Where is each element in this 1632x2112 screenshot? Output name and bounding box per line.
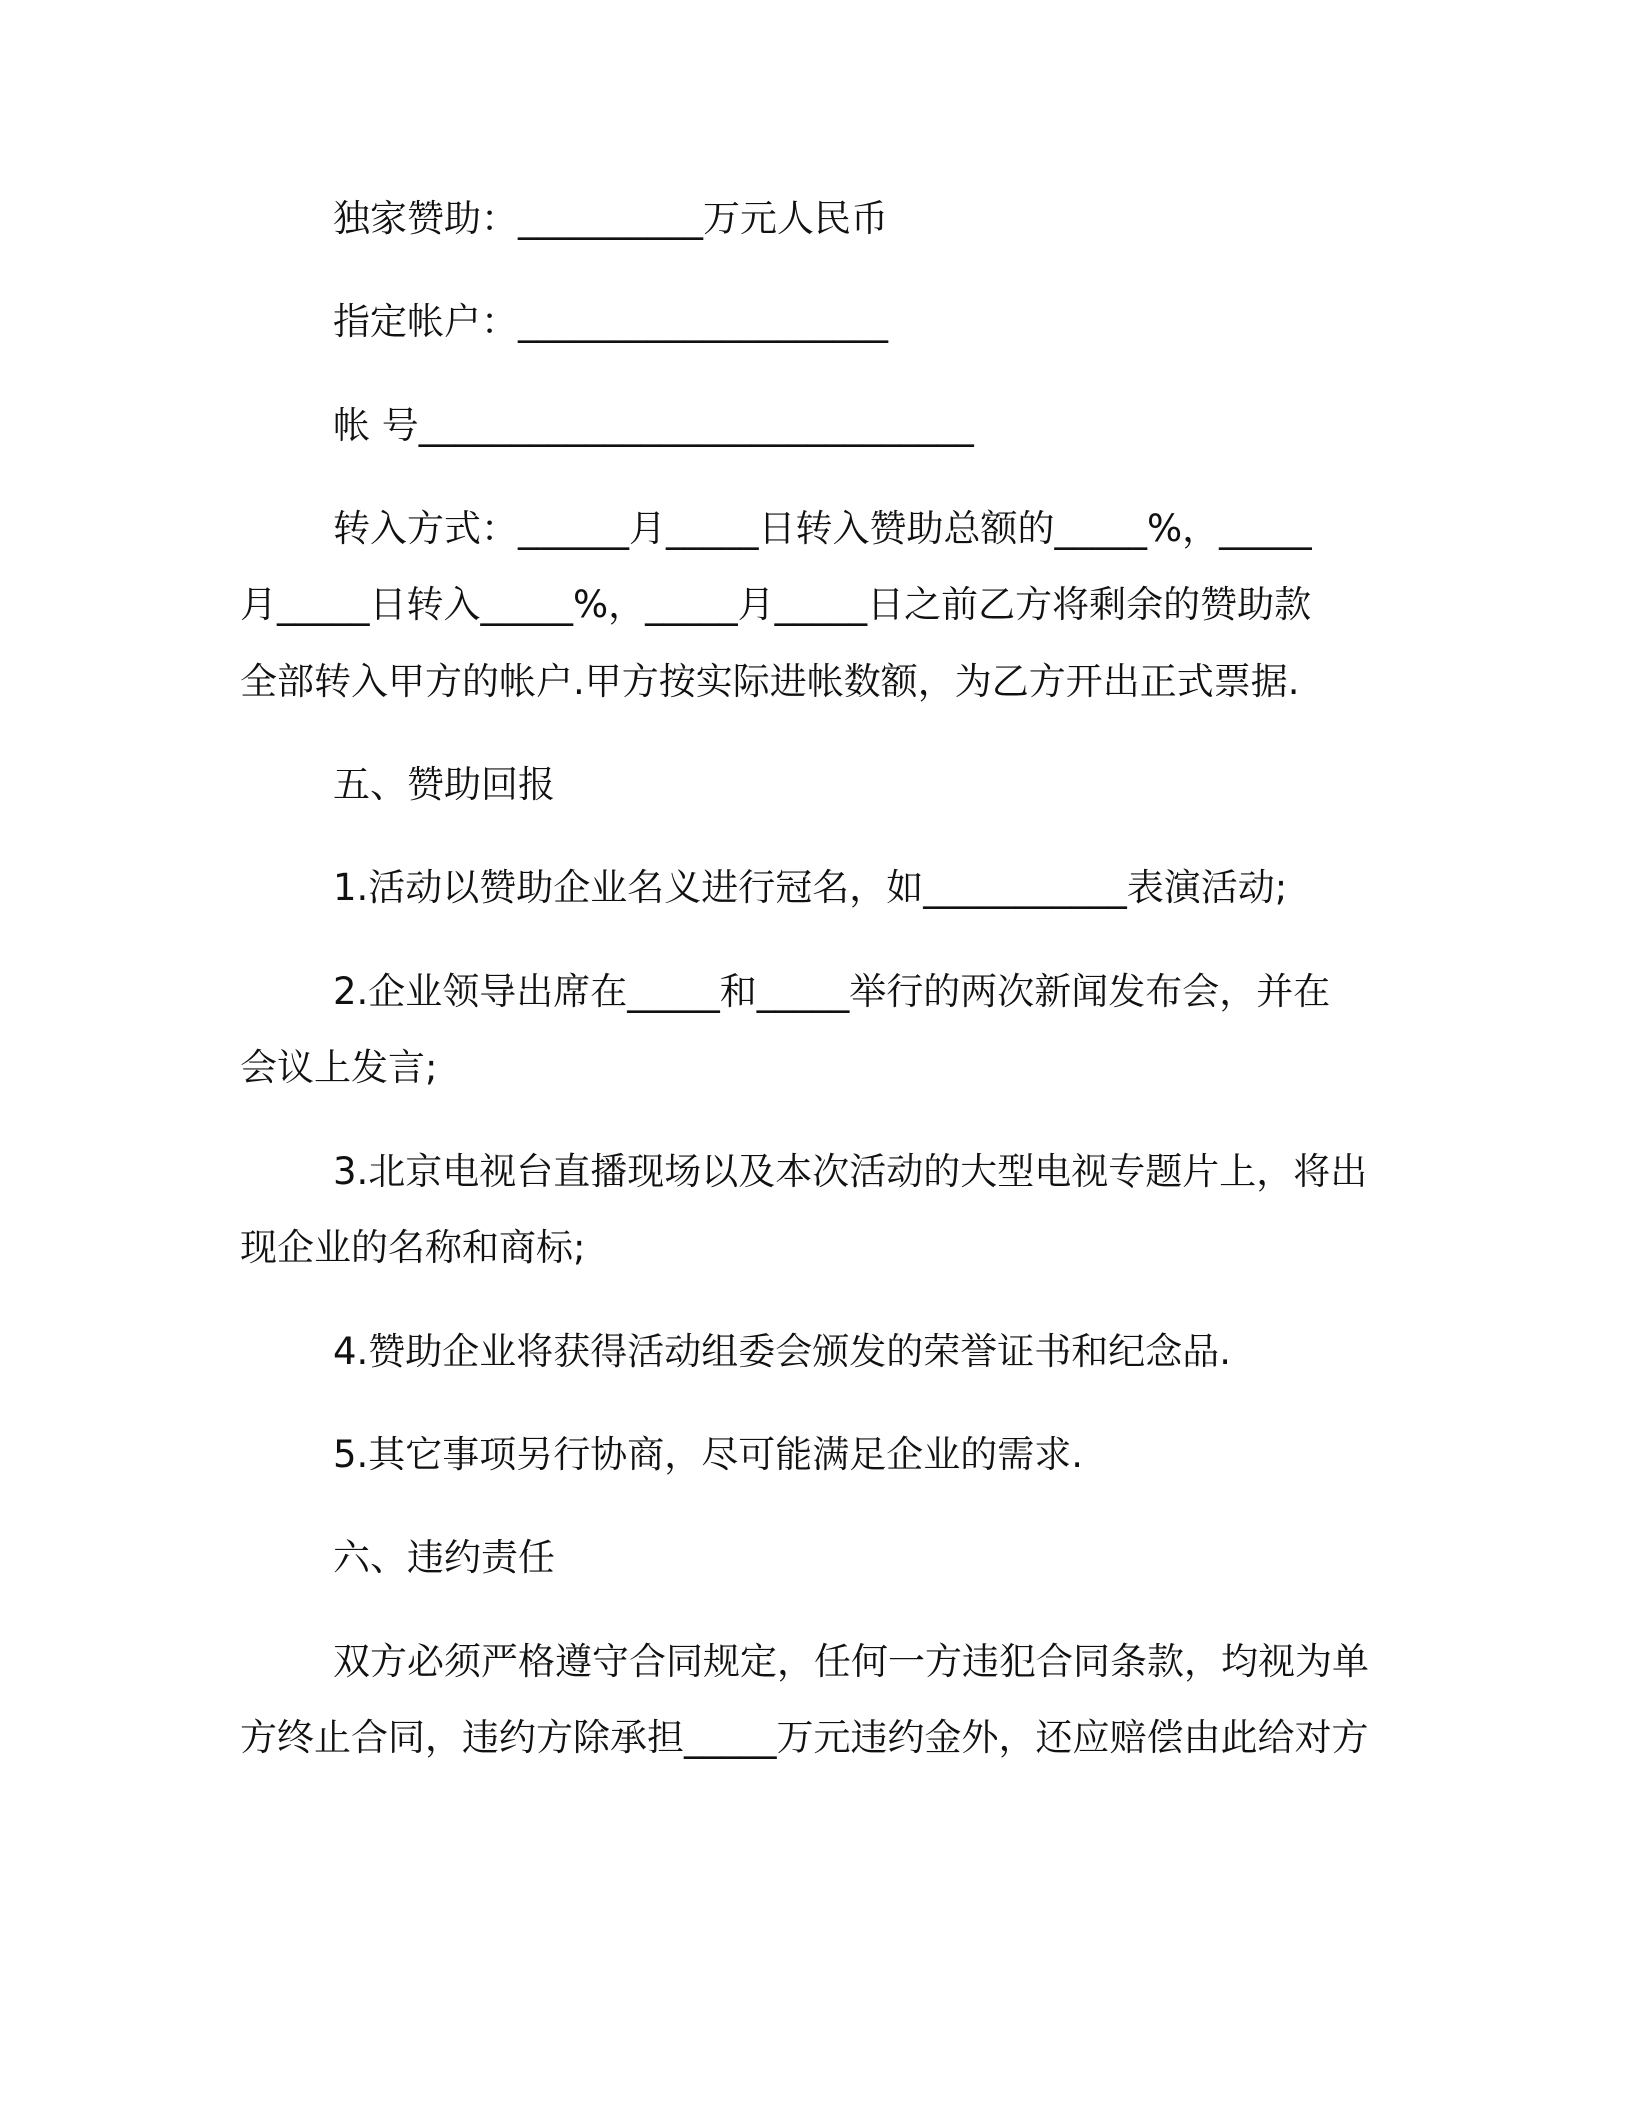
sponsorship-amount-line: 独家赞助：__________万元人民币 xyxy=(333,197,888,240)
return-item-4: 4.赞助企业将获得活动组委会颁发的荣誉证书和纪念品. xyxy=(333,1330,1232,1373)
return-item-3-line-1: 3.北京电视台直播现场以及本次活动的大型电视专题片上，将出 xyxy=(333,1150,1368,1193)
designated-account-line: 指定帐户：____________________ xyxy=(333,300,888,343)
section-heading-5: 五、赞助回报 xyxy=(333,763,555,806)
transfer-method-line-1: 转入方式：______月_____日转入赞助总额的_____%，_____ xyxy=(333,507,1312,550)
transfer-method-line-3: 全部转入甲方的帐户.甲方按实际进帐数额，为乙方开出正式票据. xyxy=(240,660,1300,703)
return-item-3-line-2: 现企业的名称和商标; xyxy=(240,1226,586,1269)
account-number-line: 帐 号______________________________ xyxy=(333,404,974,447)
breach-paragraph-line-2: 方终止合同，违约方除承担_____万元违约金外，还应赔偿由此给对方 xyxy=(240,1716,1369,1759)
section-heading-6: 六、违约责任 xyxy=(333,1536,555,1579)
return-item-5: 5.其它事项另行协商，尽可能满足企业的需求. xyxy=(333,1433,1084,1476)
return-item-2-line-1: 2.企业领导出席在_____和_____举行的两次新闻发布会，并在 xyxy=(333,970,1331,1013)
return-item-2-line-2: 会议上发言; xyxy=(240,1046,438,1089)
breach-paragraph-line-1: 双方必须严格遵守合同规定，任何一方违犯合同条款，均视为单 xyxy=(333,1640,1369,1683)
transfer-method-line-2: 月_____日转入_____%，_____月_____日之前乙方将剩余的赞助款 xyxy=(240,583,1312,626)
return-item-1: 1.活动以赞助企业名义进行冠名，如___________表演活动; xyxy=(333,866,1288,909)
